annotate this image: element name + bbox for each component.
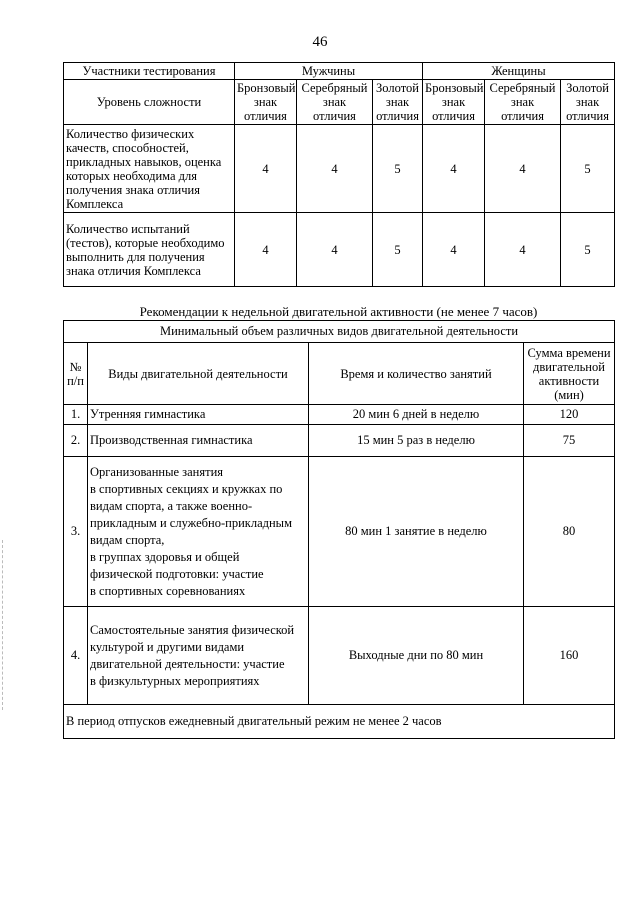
row-activity: Утренняя гимнастика <box>88 405 309 425</box>
row-label: Количество физических качеств, способностей, прикладных навыков, оценка которых необходима для получения знака отличия Комплекса <box>64 125 235 213</box>
row-num: 3. <box>64 457 88 607</box>
recommendations-title: Рекомендации к недельной двигательной активности (не менее 7 часов) <box>139 304 538 319</box>
cell-value: 4 <box>297 125 373 213</box>
table-row <box>64 405 615 425</box>
row-time: 20 мин 6 дней в неделю <box>309 405 524 425</box>
table-row <box>64 607 615 705</box>
women-gold-header: Золотой знак отличия <box>561 80 615 125</box>
cell-value: 5 <box>561 213 615 287</box>
row-time: Выходные дни по 80 мин <box>309 607 524 705</box>
cell-value: 5 <box>561 125 615 213</box>
cell-value: 4 <box>423 213 485 287</box>
cell-value: 4 <box>485 125 561 213</box>
table-row <box>64 425 615 457</box>
activity-table-header: Минимальный объем различных видов двигательной деятельности <box>64 321 615 343</box>
activity-table-footer: В период отпусков ежедневный двигательный режим не менее 2 часов <box>64 705 615 739</box>
women-header: Женщины <box>423 63 615 80</box>
row-num: 1. <box>64 405 88 425</box>
row-time: 15 мин 5 раз в неделю <box>309 425 524 457</box>
col-activity-header: Виды двигательной деятельности <box>88 343 309 405</box>
row-sum: 75 <box>524 425 615 457</box>
row-sum: 120 <box>524 405 615 425</box>
cell-value: 4 <box>235 213 297 287</box>
col-sum-header: Сумма времени двигательной активности (мин) <box>524 343 615 405</box>
table-row <box>64 125 615 213</box>
women-bronze-header: Бронзовый знак отличия <box>423 80 485 125</box>
row-num: 2. <box>64 425 88 457</box>
cell-value: 4 <box>423 125 485 213</box>
scan-margin-mark <box>2 540 4 710</box>
row-label: Количество испытаний (тестов), которые необходимо выполнить для получения знака отличия Комплекса <box>64 213 235 287</box>
table-row <box>64 457 615 607</box>
men-bronze-header: Бронзовый знак отличия <box>235 80 297 125</box>
women-silver-header: Серебряный знак отличия <box>485 80 561 125</box>
badge-requirements-table <box>63 62 615 287</box>
page-number: 46 <box>312 34 328 50</box>
cell-value: 5 <box>373 125 423 213</box>
row-activity: Организованные занятия в спортивных секциях и кружках по видам спорта, а также военно- прикладным и служебно-прикладным видам спорта, в группах здоровья и общей физической подготовки: участие в спортивных соревнованиях <box>88 457 309 607</box>
men-silver-header: Серебряный знак отличия <box>297 80 373 125</box>
row-sum: 160 <box>524 607 615 705</box>
difficulty-header: Уровень сложности <box>64 80 235 125</box>
men-gold-header: Золотой знак отличия <box>373 80 423 125</box>
col-num-header: № п/п <box>64 343 88 405</box>
men-header: Мужчины <box>235 63 423 80</box>
row-num: 4. <box>64 607 88 705</box>
cell-value: 4 <box>485 213 561 287</box>
cell-value: 5 <box>373 213 423 287</box>
table-row <box>64 213 615 287</box>
row-activity: Производственная гимнастика <box>88 425 309 457</box>
col-time-header: Время и количество занятий <box>309 343 524 405</box>
cell-value: 4 <box>297 213 373 287</box>
row-time: 80 мин 1 занятие в неделю <box>309 457 524 607</box>
participants-header: Участники тестирования <box>64 63 235 80</box>
activity-table <box>63 320 615 739</box>
row-activity: Самостоятельные занятия физической культурой и другими видами двигательной деятельности: участие в физкультурных мероприятиях <box>88 607 309 705</box>
row-sum: 80 <box>524 457 615 607</box>
cell-value: 4 <box>235 125 297 213</box>
